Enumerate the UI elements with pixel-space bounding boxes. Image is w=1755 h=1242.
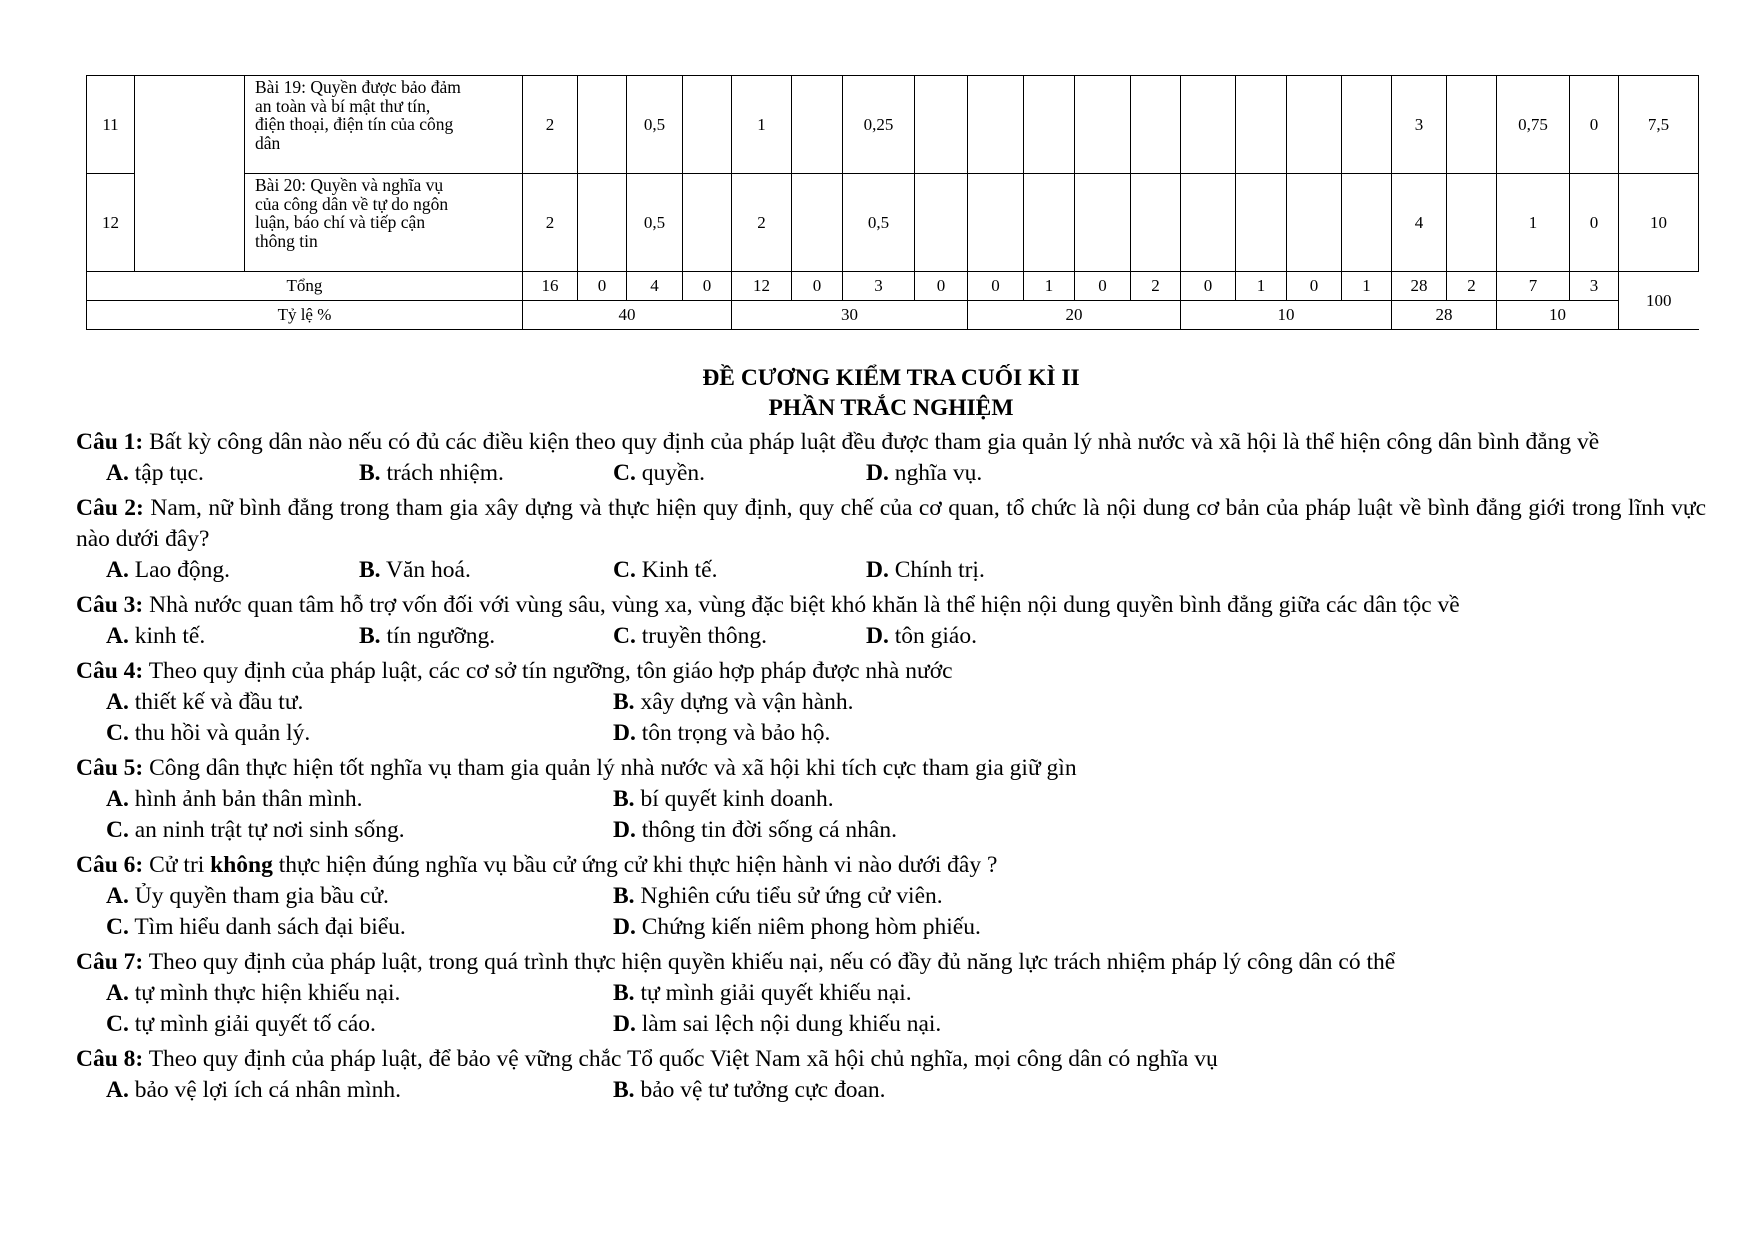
table-cell: 0 xyxy=(1570,76,1619,174)
table-row xyxy=(87,76,1699,174)
question-label: Câu 3: xyxy=(76,592,144,618)
topic-line: thông tin xyxy=(255,230,318,251)
option-text: nghĩa vụ. xyxy=(894,460,983,486)
option[interactable] xyxy=(613,912,981,943)
table-cell: 0 xyxy=(683,272,732,301)
option-text: Lao động. xyxy=(134,557,231,583)
option[interactable] xyxy=(106,978,400,1009)
options-row xyxy=(76,978,1706,1009)
emphasis-word: không xyxy=(210,852,273,878)
table-cell xyxy=(1181,76,1236,174)
option-text: hình ảnh bản thân mình. xyxy=(134,786,363,812)
table-cell: 1 xyxy=(1024,272,1075,301)
topic-line: Bài 20: Quyền và nghĩa vụ xyxy=(255,175,444,195)
table-cell: 2 xyxy=(523,76,578,174)
question-text: Theo quy định của pháp luật, các cơ sở tín ngưỡng, tôn giáo hợp pháp được nhà nước xyxy=(148,658,953,684)
table-cell: 2 xyxy=(1131,272,1181,301)
table-cell: 0,25 xyxy=(843,76,915,174)
option-text: tự mình giải quyết khiếu nại. xyxy=(640,980,912,1006)
table-cell xyxy=(1181,174,1236,272)
table-cell xyxy=(1075,76,1131,174)
option-text: thiết kế và đầu tư. xyxy=(134,689,304,715)
table-cell: 0 xyxy=(1570,174,1619,272)
topic-line: của công dân về tự do ngôn xyxy=(255,193,449,214)
table-cell xyxy=(1131,174,1181,272)
option-key: D. xyxy=(613,1011,636,1037)
ratio-cell: 30 xyxy=(732,301,968,330)
option-key: A. xyxy=(106,786,129,812)
option-text: xây dựng và vận hành. xyxy=(640,689,854,715)
option[interactable] xyxy=(106,912,406,943)
option-text: tự mình thực hiện khiếu nại. xyxy=(134,980,401,1006)
option-key: D. xyxy=(613,720,636,746)
assessment-matrix-table xyxy=(86,75,1699,330)
grand-total-cell: 100 xyxy=(1619,272,1699,330)
option-key: B. xyxy=(359,557,381,583)
question-stem xyxy=(76,493,1706,555)
question-text: Công dân thực hiện tốt nghĩa vụ tham gia quản lý nhà nước và xã hội khi tích cực tham gia giữ gìn xyxy=(149,755,1077,781)
table-cell xyxy=(578,76,627,174)
row-number: 12 xyxy=(87,174,135,272)
total-label: Tổng xyxy=(87,272,523,301)
table-cell: 0 xyxy=(1181,272,1236,301)
topic-line: điện thoại, điện tín của công xyxy=(255,114,454,134)
chapter-cell xyxy=(135,76,245,272)
option-key: A. xyxy=(106,689,129,715)
question-text: Nam, nữ bình đẳng trong tham gia xây dựng và thực hiện quy định, quy chế của cơ quan, tổ chức là nội dung cơ bản của pháp luật về bình đẳng giới trong lĩnh vực nào dưới đây? xyxy=(76,495,1707,552)
topic-line: an toàn và bí mật thư tín, xyxy=(255,95,431,116)
options-row xyxy=(76,881,1706,912)
option-text: truyền thông. xyxy=(641,623,768,649)
table-cell xyxy=(968,174,1024,272)
option-text: quyền. xyxy=(641,460,706,486)
ratio-cell: 20 xyxy=(968,301,1181,330)
table-cell: 0,5 xyxy=(627,76,683,174)
section-title: PHẦN TRẮC NGHIỆM xyxy=(768,395,1014,421)
option[interactable] xyxy=(866,621,977,652)
table-cell xyxy=(1075,174,1131,272)
table-cell: 1 xyxy=(1497,174,1570,272)
table-cell: 1 xyxy=(732,76,792,174)
table-cell: 0 xyxy=(792,272,843,301)
total-row xyxy=(87,272,1699,301)
options-row xyxy=(76,718,1706,749)
table-cell xyxy=(683,76,732,174)
topic-cell xyxy=(245,174,523,272)
table-cell xyxy=(915,174,968,272)
option-text: Chính trị. xyxy=(894,557,985,583)
option-text: bảo vệ tư tưởng cực đoan. xyxy=(640,1077,886,1103)
table-cell: 0 xyxy=(915,272,968,301)
option[interactable] xyxy=(106,1009,376,1040)
ratio-cell: 40 xyxy=(523,301,732,330)
question-label: Câu 6: xyxy=(76,852,144,878)
table-cell: 2 xyxy=(523,174,578,272)
question-text: Nhà nước quan tâm hỗ trợ vốn đối với vùng sâu, vùng xa, vùng đặc biệt khó khăn là thể hiện nội dung quyền bình đẳng giữa các dân tộc về xyxy=(149,592,1460,618)
table-cell xyxy=(915,76,968,174)
option-text: Văn hoá. xyxy=(386,557,471,583)
question-label: Câu 2: xyxy=(76,495,144,521)
options-row xyxy=(76,1009,1706,1040)
option-key: D. xyxy=(613,914,636,940)
option[interactable] xyxy=(106,621,205,652)
question-stem xyxy=(76,947,1706,978)
option-key: D. xyxy=(866,557,889,583)
option-key: A. xyxy=(106,980,129,1006)
option[interactable] xyxy=(613,978,912,1009)
question-text: Theo quy định của pháp luật, trong quá trình thực hiện quyền khiếu nại, nếu có đầy đủ năng lực trách nhiệm pháp lý công dân có thể xyxy=(148,949,1396,975)
option-key: C. xyxy=(106,720,129,746)
table-cell: 4 xyxy=(1392,174,1447,272)
option[interactable] xyxy=(106,718,310,749)
table-cell: 1 xyxy=(1342,272,1392,301)
outline-title: ĐỀ CƯƠNG KIỂM TRA CUỐI KÌ II xyxy=(702,365,1080,391)
option[interactable] xyxy=(106,687,303,718)
table-cell: 2 xyxy=(1447,272,1497,301)
question-text: Bất kỳ công dân nào nếu có đủ các điều kiện theo quy định của pháp luật đều được tham gia quản lý nhà nước và xã hội là thể hiện công dân bình đẳng về xyxy=(149,429,1600,455)
option-text: Chứng kiến niêm phong hòm phiếu. xyxy=(641,914,981,940)
table-cell: 3 xyxy=(1570,272,1619,301)
table-cell xyxy=(1447,174,1497,272)
table-cell: 3 xyxy=(1392,76,1447,174)
question-stem xyxy=(76,590,1706,621)
option-text: thu hồi và quản lý. xyxy=(134,720,311,746)
table-cell xyxy=(1447,76,1497,174)
table-cell xyxy=(792,174,843,272)
option-key: C. xyxy=(106,817,129,843)
option-key: C. xyxy=(613,460,636,486)
topic-line: Bài 19: Quyền được bảo đảm xyxy=(255,77,461,97)
table-row xyxy=(87,174,1699,272)
option[interactable] xyxy=(359,458,504,489)
option-key: B. xyxy=(613,689,635,715)
option[interactable] xyxy=(106,555,230,586)
option-key: C. xyxy=(613,623,636,649)
table-cell: 28 xyxy=(1392,272,1447,301)
question-label: Câu 1: xyxy=(76,429,144,455)
table-cell: 7,5 xyxy=(1619,76,1699,174)
option-key: A. xyxy=(106,557,129,583)
question-text: thực hiện đúng nghĩa vụ bầu cử ứng cử khi thực hiện hành vi nào dưới đây ? xyxy=(278,852,998,878)
table-cell xyxy=(968,76,1024,174)
option-key: A. xyxy=(106,1077,129,1103)
options-row xyxy=(76,912,1706,943)
options-row xyxy=(76,555,1706,586)
table-cell: 10 xyxy=(1619,174,1699,272)
options-row xyxy=(76,621,1706,652)
question-label: Câu 8: xyxy=(76,1046,144,1072)
option[interactable] xyxy=(359,555,471,586)
table-cell: 0 xyxy=(968,272,1024,301)
table-cell xyxy=(1342,174,1392,272)
option-key: D. xyxy=(866,460,889,486)
ratio-cell: 28 xyxy=(1392,301,1497,330)
table-cell xyxy=(1024,174,1075,272)
option-key: D. xyxy=(613,817,636,843)
topic-line: dân xyxy=(255,132,281,153)
option-key: C. xyxy=(613,557,636,583)
option[interactable] xyxy=(613,1075,886,1106)
option-key: A. xyxy=(106,460,129,486)
option[interactable] xyxy=(613,555,717,586)
option[interactable] xyxy=(866,458,982,489)
table-cell: 0 xyxy=(1075,272,1131,301)
option[interactable] xyxy=(613,458,705,489)
option-key: D. xyxy=(866,623,889,649)
option-text: tự mình giải quyết tố cáo. xyxy=(134,1011,376,1037)
table-cell: 3 xyxy=(843,272,915,301)
option-text: tập tục. xyxy=(134,460,204,486)
option[interactable] xyxy=(613,1009,941,1040)
option-text: Nghiên cứu tiểu sử ứng cử viên. xyxy=(640,883,943,909)
option-key: B. xyxy=(613,1077,635,1103)
table-cell xyxy=(683,174,732,272)
question-label: Câu 5: xyxy=(76,755,144,781)
option-key: B. xyxy=(613,786,635,812)
option-text: Ủy quyền tham gia bầu cử. xyxy=(134,883,389,909)
option-text: Tìm hiểu danh sách đại biểu. xyxy=(134,914,406,940)
option-text: tín ngưỡng. xyxy=(386,623,496,649)
question-stem xyxy=(76,850,1706,881)
option-key: C. xyxy=(106,914,129,940)
table-cell: 0,5 xyxy=(627,174,683,272)
question-label: Câu 4: xyxy=(76,658,144,684)
option[interactable] xyxy=(866,555,985,586)
ratio-label: Tỷ lệ % xyxy=(87,301,523,330)
table-cell: 0 xyxy=(1287,272,1342,301)
table-cell xyxy=(792,76,843,174)
option-text: làm sai lệch nội dung khiếu nại. xyxy=(641,1011,942,1037)
row-number: 11 xyxy=(87,76,135,174)
table-cell: 0,75 xyxy=(1497,76,1570,174)
option-key: B. xyxy=(359,460,381,486)
question-stem xyxy=(76,1044,1706,1075)
option-text: tôn giáo. xyxy=(894,623,977,649)
table-cell: 7 xyxy=(1497,272,1570,301)
question-stem xyxy=(76,753,1706,784)
option[interactable] xyxy=(613,718,830,749)
table-cell xyxy=(1024,76,1075,174)
option[interactable] xyxy=(613,687,854,718)
option[interactable] xyxy=(106,881,389,912)
topic-cell xyxy=(245,76,523,174)
option[interactable] xyxy=(613,881,943,912)
ratio-cell: 10 xyxy=(1181,301,1392,330)
option-text: an ninh trật tự nơi sinh sống. xyxy=(134,817,405,843)
table-cell: 0 xyxy=(578,272,627,301)
table-cell: 12 xyxy=(732,272,792,301)
option[interactable] xyxy=(106,458,204,489)
option[interactable] xyxy=(359,621,495,652)
option-text: bí quyết kinh doanh. xyxy=(640,786,834,812)
table-cell: 0,5 xyxy=(843,174,915,272)
table-cell: 16 xyxy=(523,272,578,301)
question-text: Theo quy định của pháp luật, để bảo vệ vững chắc Tổ quốc Việt Nam xã hội chủ nghĩa, mọi công dân có nghĩa vụ xyxy=(148,1046,1218,1072)
table-cell xyxy=(578,174,627,272)
option-key: B. xyxy=(359,623,381,649)
question-stem xyxy=(76,656,1706,687)
table-cell: 2 xyxy=(732,174,792,272)
options-row xyxy=(76,815,1706,846)
options-row xyxy=(76,784,1706,815)
option[interactable] xyxy=(613,815,897,846)
option-text: Kinh tế. xyxy=(641,557,718,583)
option[interactable] xyxy=(106,1075,401,1106)
option[interactable] xyxy=(106,784,363,815)
ratio-cell: 10 xyxy=(1497,301,1619,330)
option-text: trách nhiệm. xyxy=(386,460,504,486)
table-cell: 4 xyxy=(627,272,683,301)
topic-line: luận, báo chí và tiếp cận xyxy=(255,212,426,232)
table-cell xyxy=(1131,76,1181,174)
table-cell xyxy=(1287,76,1342,174)
option-key: A. xyxy=(106,883,129,909)
option-text: thông tin đời sống cá nhân. xyxy=(641,817,897,843)
option-text: tôn trọng và bảo hộ. xyxy=(641,720,831,746)
table-cell: 1 xyxy=(1236,272,1287,301)
options-row xyxy=(76,1075,1706,1106)
option-key: B. xyxy=(613,883,635,909)
question-text: Cử tri xyxy=(149,852,205,878)
question-stem xyxy=(76,427,1706,458)
option-text: bảo vệ lợi ích cá nhân mình. xyxy=(134,1077,402,1103)
option-key: B. xyxy=(613,980,635,1006)
option-key: C. xyxy=(106,1011,129,1037)
option[interactable] xyxy=(106,815,405,846)
table-cell xyxy=(1287,174,1342,272)
option-text: kinh tế. xyxy=(134,623,206,649)
ratio-row xyxy=(87,301,1699,330)
question-label: Câu 7: xyxy=(76,949,144,975)
table-cell xyxy=(1236,76,1287,174)
options-row xyxy=(76,458,1706,489)
options-row xyxy=(76,687,1706,718)
option[interactable] xyxy=(613,621,767,652)
table-cell xyxy=(1342,76,1392,174)
option[interactable] xyxy=(613,784,834,815)
document-body xyxy=(76,363,1706,1106)
table-cell xyxy=(1236,174,1287,272)
option-key: A. xyxy=(106,623,129,649)
